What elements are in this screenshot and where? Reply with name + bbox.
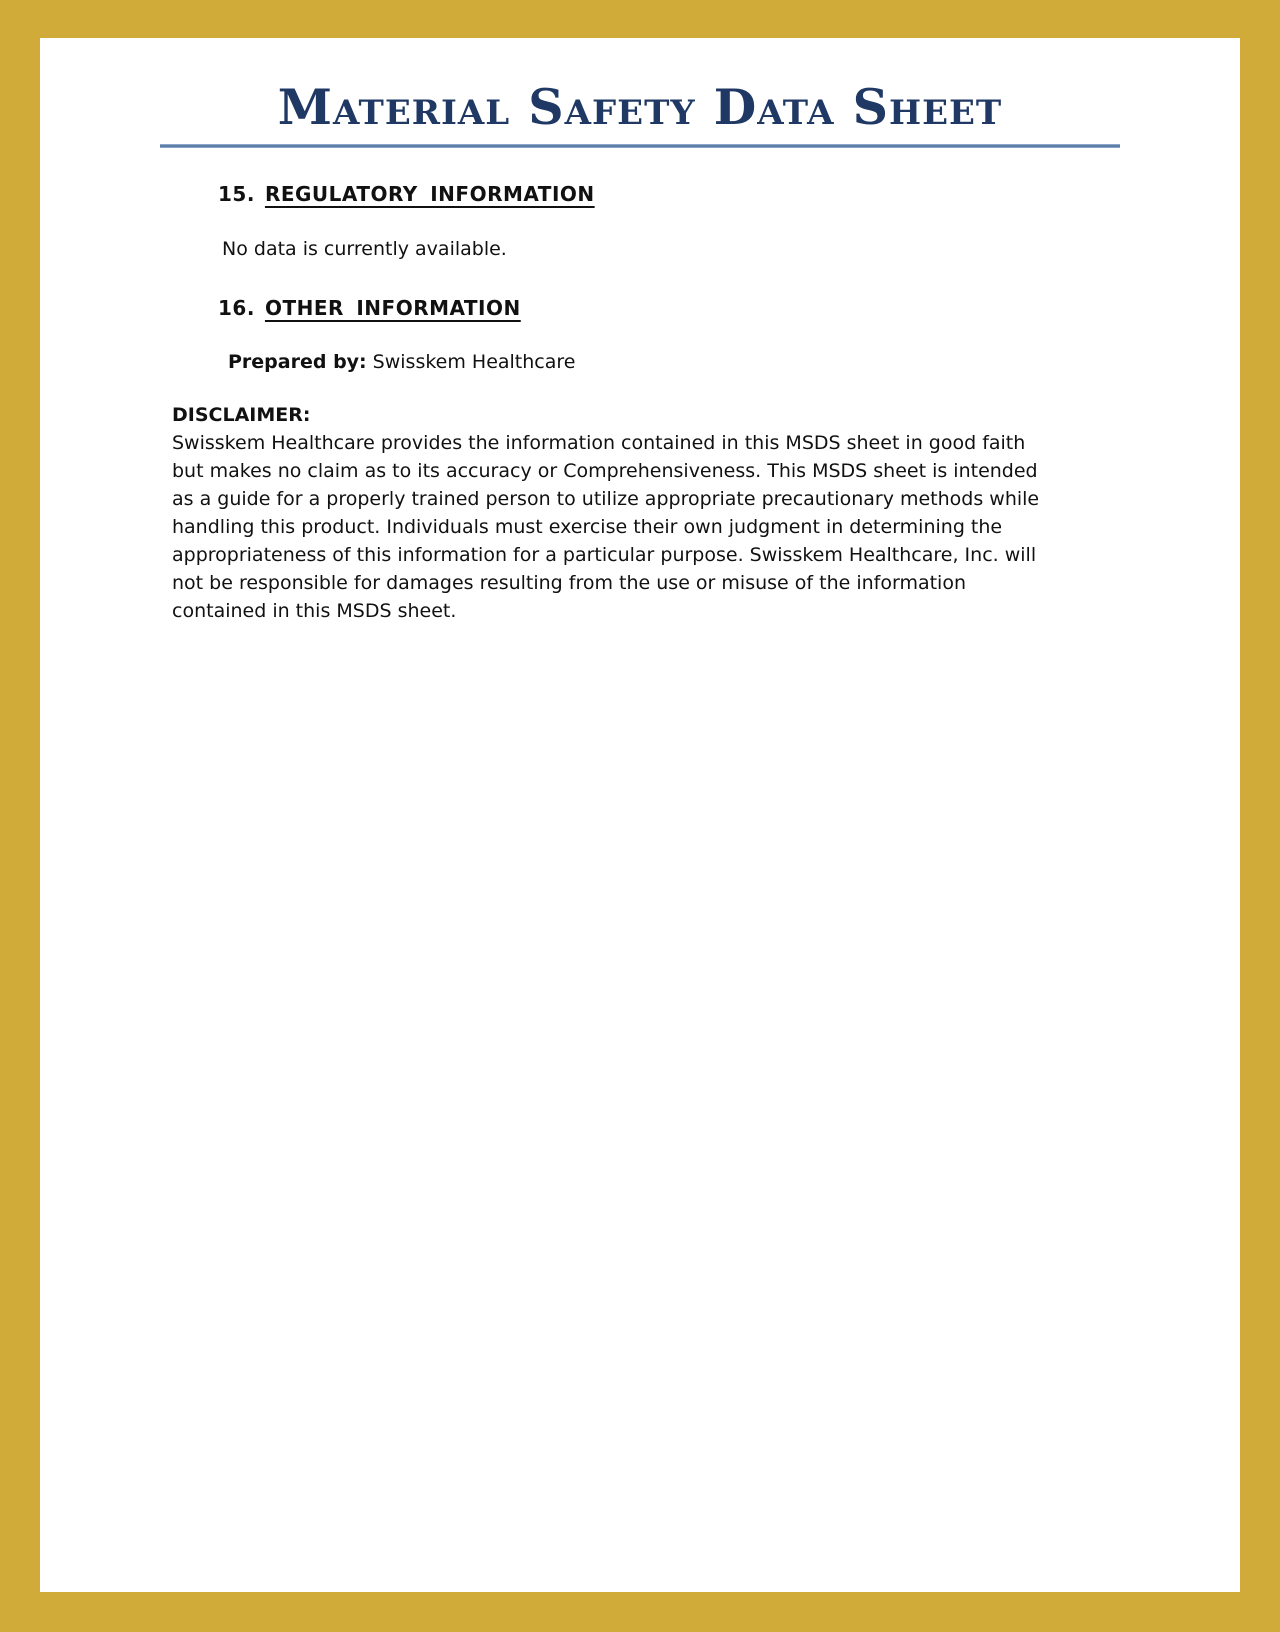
document-title: Material Safety Data Sheet [277,78,1003,136]
prepared-by-value: Swisskem Healthcare [372,351,576,374]
disclaimer-section [172,401,1056,625]
section-heading-other [218,295,1240,321]
title-underline-rule [160,144,1120,148]
prepared-by-label: Prepared by: [228,351,367,374]
section-heading-label: REGULATORY INFORMATION [264,182,595,207]
section-number: 16. [218,296,255,321]
section-heading-label: OTHER INFORMATION [264,296,521,321]
section-heading-regulatory [218,181,1240,207]
prepared-by-line [228,349,1240,375]
document-header [160,38,1120,148]
disclaimer-text: Swisskem Healthcare provides the information contained in this MSDS sheet in good faith but makes no claim as to its accuracy or Comprehensiveness. This MSDS sheet is intended as a guide for a properly trained person to utilize appropriate precautionary methods while handling this product. Individuals must exercise their own judgment in determining the appropriateness of this information for a particular purpose. Swisskem Healthcare, Inc. will not be responsible for damages resulting from the use or misuse of the information contained in this MSDS sheet. [172,432,1040,623]
section-other-information [40,295,1240,375]
msds-page [40,38,1240,1592]
section-regulatory-information [40,181,1240,262]
regulatory-body-text: No data is currently available. [222,238,507,261]
disclaimer-label: DISCLAIMER: [172,404,311,427]
section-number: 15. [218,182,255,207]
